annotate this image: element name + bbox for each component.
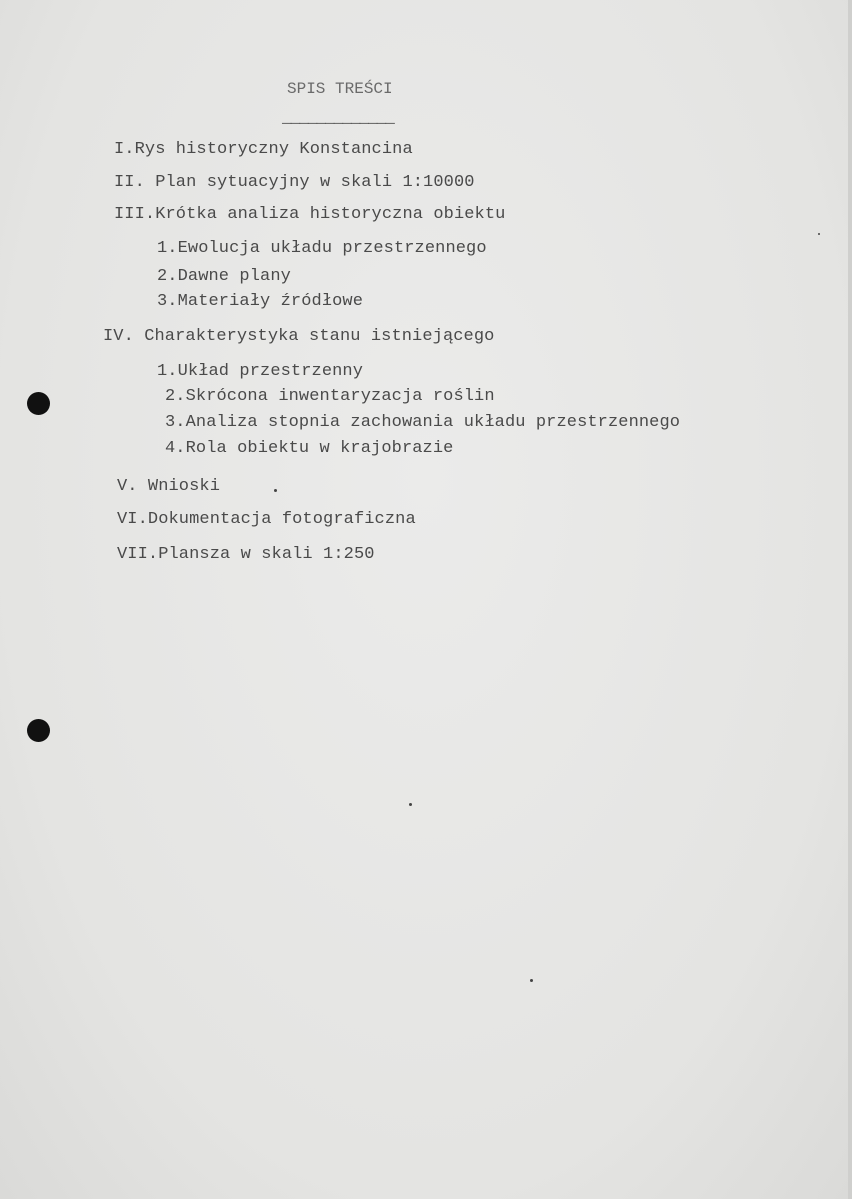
punch-hole-top	[27, 392, 50, 415]
speck	[409, 803, 412, 806]
toc-entry-3: III.Krótka analiza historyczna obiektu	[114, 205, 506, 224]
toc-entry-5: V. Wnioski	[117, 477, 221, 496]
page-title: SPIS TREŚCI	[287, 80, 393, 98]
toc-subentry-4-4: 4.Rola obiektu w krajobrazie	[165, 439, 454, 458]
toc-entry-7: VII.Plansza w skali 1:250	[117, 545, 375, 564]
toc-subentry-4-3: 3.Analiza stopnia zachowania układu przestrzennego	[165, 413, 681, 432]
speck	[530, 979, 533, 982]
toc-subentry-4-2: 2.Skrócona inwentaryzacja roślin	[165, 387, 495, 406]
toc-entry-1: I.Rys historyczny Konstancina	[114, 140, 413, 159]
title-underline: _____________	[282, 109, 394, 127]
toc-entry-2: II. Plan sytuacyjny w skali 1:10000	[114, 173, 475, 192]
speck	[818, 233, 820, 235]
speck	[274, 489, 277, 492]
page-edge	[848, 0, 852, 1199]
toc-subentry-3-2: 2.Dawne plany	[157, 267, 291, 286]
toc-subentry-3-1: 1.Ewolucja układu przestrzennego	[157, 239, 487, 258]
toc-entry-6: VI.Dokumentacja fotograficzna	[117, 510, 416, 529]
toc-subentry-4-1: 1.Układ przestrzenny	[157, 362, 364, 381]
toc-subentry-3-3: 3.Materiały źródłowe	[157, 292, 364, 311]
toc-entry-4: IV. Charakterystyka stanu istniejącego	[103, 327, 495, 346]
punch-hole-bottom	[27, 719, 50, 742]
